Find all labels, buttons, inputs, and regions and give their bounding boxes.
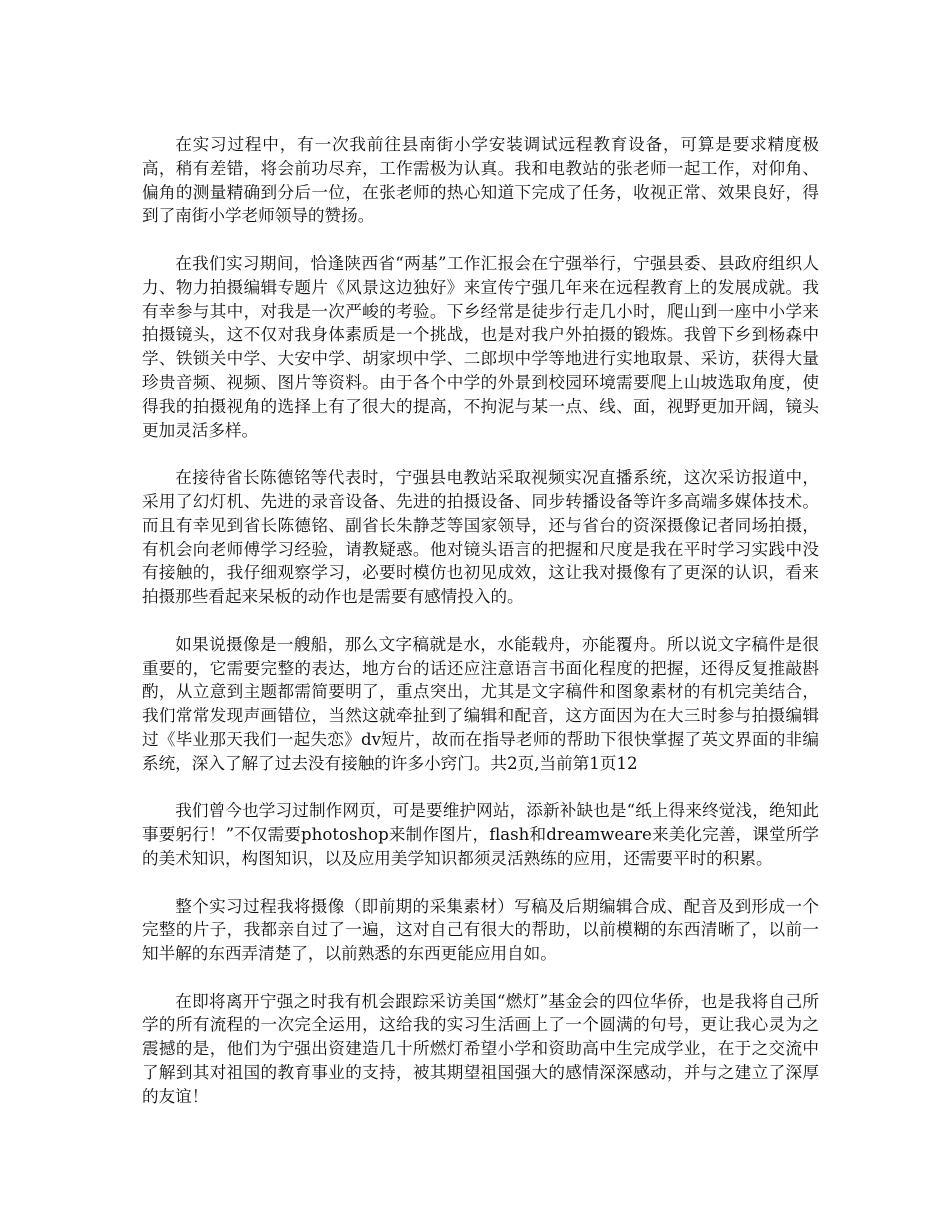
- paragraph-4: 如果说摄像是一艘船，那么文字稿就是水，水能载舟，亦能覆舟。所以说文字稿件是很重要的，它需要完整的表达，地方台的话还应注意语言书面化程度的把握，还得反复推敲斟酌，从立意到主题都需简要明了，重点突出，尤其是文字稿件和图象素材的有机完美结合，我们常常发现声画错位，当然这就牵扯到了编辑和配音，这方面因为在大三时参与拍摄编辑过《毕业那天我们一起失恋》dv短片，故而在指导老师的帮助下很快掌握了英文界面的非编系统，深入了解了过去没有接触的许多小窍门。共2页,当前第1页12: [142, 634, 819, 773]
- paragraph-7: 在即将离开宁强之时我有机会跟踪采访美国“燃灯”基金会的四位华侨，也是我将自己所学的所有流程的一次完全运用，这给我的实习生活画上了一个圆满的句号，更让我心灵为之震撼的是，他们为宁强出资建造几十所燃灯希望小学和资助高中生完成学业，在于之交流中了解到其对祖国的教育事业的支持，被其期望祖国强大的感情深深感动，并与之建立了深厚的友谊！: [142, 991, 819, 1106]
- paragraph-5: 我们曾今也学习过制作网页，可是要维护网站，添新补缺也是“纸上得来终觉浅，绝知此事要躬行！”不仅需要photoshop来制作图片，flash和dreamweare来美化完善，课堂所学的美术知识，构图知识，以及应用美学知识都须灵活熟练的应用，还需要平时的积累。: [142, 801, 819, 868]
- paragraph-2: 在我们实习期间，恰逢陕西省“两基”工作汇报会在宁强举行，宁强县委、县政府组织人力、物力拍摄编辑专题片《风景这边独好》来宣传宁强几年来在远程教育上的发展成就。我有幸参与其中，对我是一次严峻的考验。下乡经常是徒步行走几小时，爬山到一座中小学来拍摄镜头，这不仅对我身体素质是一个挑战，也是对我户外拍摄的锻炼。我曾下乡到杨森中学、铁锁关中学、大安中学、胡家坝中学、二郎坝中学等地进行实地取景、采访，获得大量珍贵音频、视频、图片等资料。由于各个中学的外景到校园环境需要爬上山坡选取角度，使得我的拍摄视角的选择上有了很大的提高，不拘泥与某一点、线、面，视野更加开阔，镜头更加灵活多样。: [142, 253, 819, 440]
- paragraph-1: 在实习过程中，有一次我前往县南街小学安装调试远程教育设备，可算是要求精度极高，稍有差错，将会前功尽弃，工作需极为认真。我和电教站的张老师一起工作，对仰角、偏角的测量精确到分后一位，在张老师的热心知道下完成了任务，收视正常、效果良好，得到了南街小学老师领导的赞扬。: [142, 135, 819, 226]
- paragraph-3: 在接待省长陈德铭等代表时，宁强县电教站采取视频实况直播系统，这次采访报道中，采用了幻灯机、先进的录音设备、先进的拍摄设备、同步转播设备等许多高端多媒体技术。而且有幸见到省长陈德铭、副省长朱静芝等国家领导，还与省台的资深摄像记者同场拍摄，有机会向老师傅学习经验，请教疑惑。他对镜头语言的把握和尺度是我在平时学习实践中没有接触的，我仔细观察学习，必要时模仿也初见成效，这让我对摄像有了更深的认识，看来拍摄那些看起来呆板的动作也是需要有感情投入的。: [142, 468, 819, 607]
- paragraph-6: 整个实习过程我将摄像（即前期的采集素材）写稿及后期编辑合成、配音及到形成一个完整的片子，我都亲自过了一遍，这对自己有很大的帮助，以前模糊的东西清晰了，以前一知半解的东西弄清楚了，以前熟悉的东西更能应用自如。: [142, 896, 819, 964]
- document-body: [142, 133, 819, 1132]
